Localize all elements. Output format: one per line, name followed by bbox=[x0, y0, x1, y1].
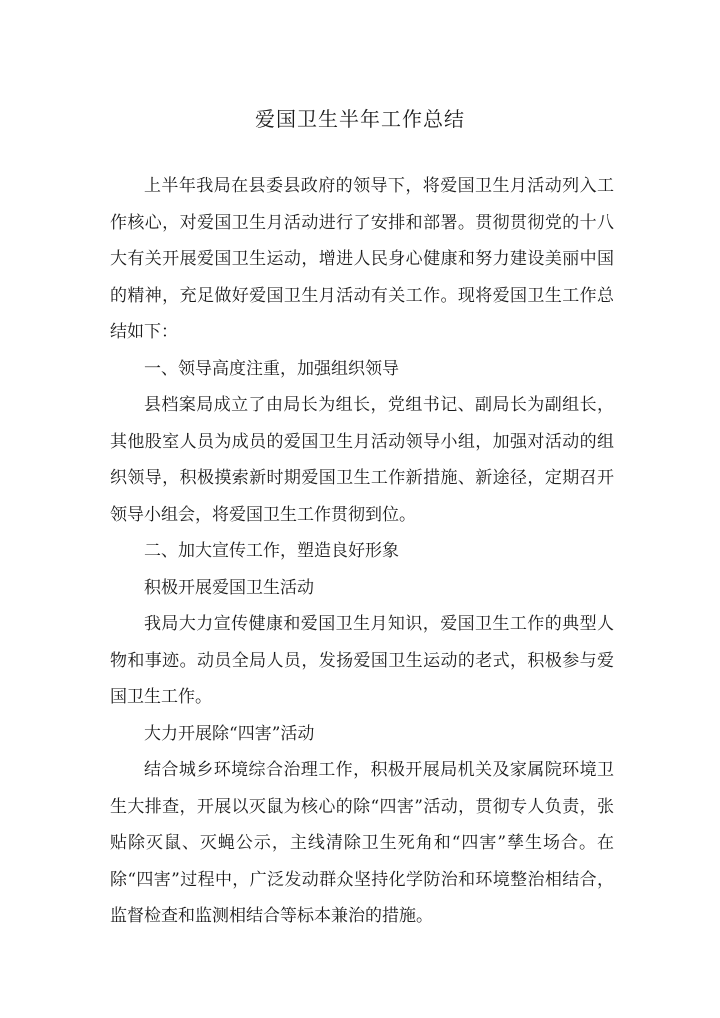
section-paragraph-1: 县档案局成立了由局长为组长，党组书记、副局长为副组长，其他股室人员为成员的爱国卫生月活动领导小组，加强对活动的组织领导，积极摸索新时期爱国卫生工作新措施、新途径，定期召开领导小组会，将爱国卫生工作贯彻到位。 bbox=[110, 395, 614, 525]
subheading-1: 积极开展爱国卫生活动 bbox=[144, 577, 314, 598]
intro-paragraph: 上半年我局在县委县政府的领导下，将爱国卫生月活动列入工作核心，对爱国卫生月活动进行了安排和部署。贯彻贯彻党的十八大有关开展爱国卫生运动，增进人民身心健康和努力建设美丽中国的精神，充足做好爱国卫生月活动有关工作。现将爱国卫生工作总结如下： bbox=[110, 176, 614, 342]
subheading-2: 大力开展除“四害”活动 bbox=[144, 723, 315, 744]
document-body bbox=[110, 168, 614, 935]
document-title: 爱国卫生半年工作总结 bbox=[255, 107, 465, 132]
section-paragraph-3: 结合城乡环境综合治理工作，积极开展局机关及家属院环境卫生大排查，开展以灭鼠为核心的除“四害”活动，贯彻专人负责，张贴除灭鼠、灭蝇公示，主线清除卫生死角和“四害”孳生场合。在除“四害”过程中，广泛发动群众坚持化学防治和环境整治相结合，监督检查和监测相结合等标本兼治的措施。 bbox=[110, 760, 614, 926]
section-paragraph-2: 我局大力宣传健康和爱国卫生月知识，爱国卫生工作的典型人物和事迹。动员全局人员，发扬爱国卫生运动的老式，积极参与爱国卫生工作。 bbox=[110, 614, 614, 707]
section-heading-1: 一、领导高度注重，加强组织领导 bbox=[144, 358, 399, 379]
section-heading-2: 二、加大宣传工作，塑造良好形象 bbox=[144, 541, 399, 561]
